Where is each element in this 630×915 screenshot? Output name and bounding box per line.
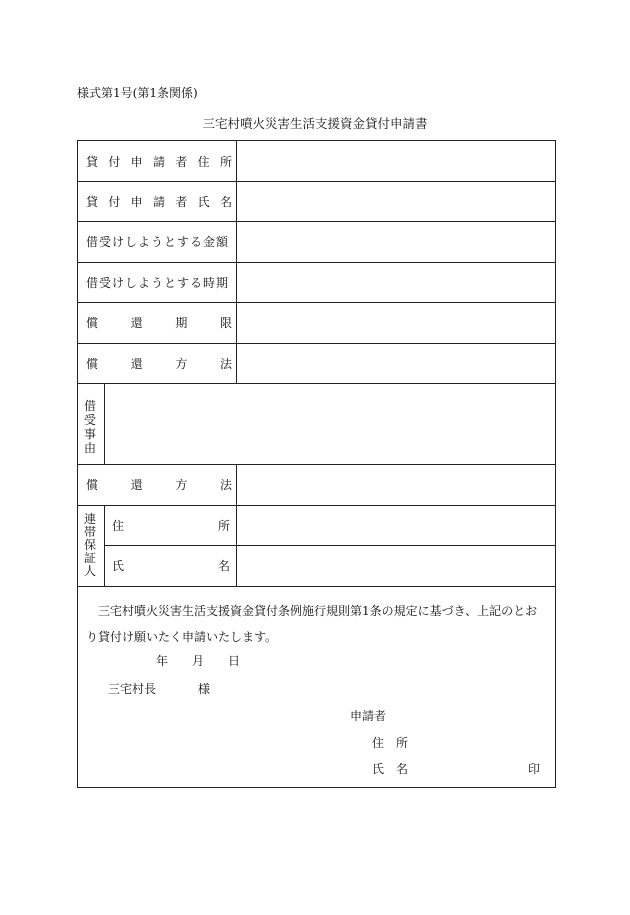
applicant-label: 申請者 (350, 709, 387, 723)
joint-guarantor-label: 連 帯 保 証 人 (84, 512, 97, 578)
column-divider (236, 141, 237, 383)
date-year: 年 (156, 654, 169, 668)
addressee: 三宅村長 様 (108, 682, 211, 696)
date-day: 日 (228, 654, 241, 668)
application-form-table (77, 140, 556, 788)
seal-mark: 印 (528, 762, 541, 776)
repayment-method-label-2: 償 還 方 法 (86, 477, 232, 492)
date-month: 月 (192, 654, 205, 668)
statement-section (78, 586, 555, 789)
applicant-name: 氏 名 (372, 762, 409, 776)
column-divider (236, 464, 237, 586)
form-number-label: 様式第1号(第1条関係) (77, 86, 198, 100)
column-divider (104, 383, 105, 464)
guarantor-name-label: 氏 名 (112, 558, 230, 573)
repayment-deadline-label: 償 還 期 限 (86, 315, 232, 330)
loan-amount-label: 借受けしようとする金額 (86, 234, 230, 249)
repayment-method-label: 償 還 方 法 (86, 356, 232, 371)
applicant-address: 住 所 (372, 736, 409, 750)
row-divider (78, 383, 555, 384)
guarantor-address-label: 住 所 (112, 518, 230, 533)
column-divider (104, 505, 105, 586)
applicant-name-label: 貸 付 申 請 者 氏 名 (86, 194, 232, 209)
statement-text: 三宅村噴火災害生活支援資金貸付条例施行規則第1条の規定に基づき、上記のとおり貸付け願いたく申請いたします。 (86, 604, 538, 644)
document-title: 三宅村噴火災害生活支援資金貸付申請書 (202, 116, 428, 131)
borrowing-reason-label: 借 受 事 由 (84, 399, 97, 455)
applicant-address-label: 貸 付 申 請 者 住 所 (86, 154, 232, 169)
loan-period-label: 借受けしようとする時期 (86, 275, 230, 290)
